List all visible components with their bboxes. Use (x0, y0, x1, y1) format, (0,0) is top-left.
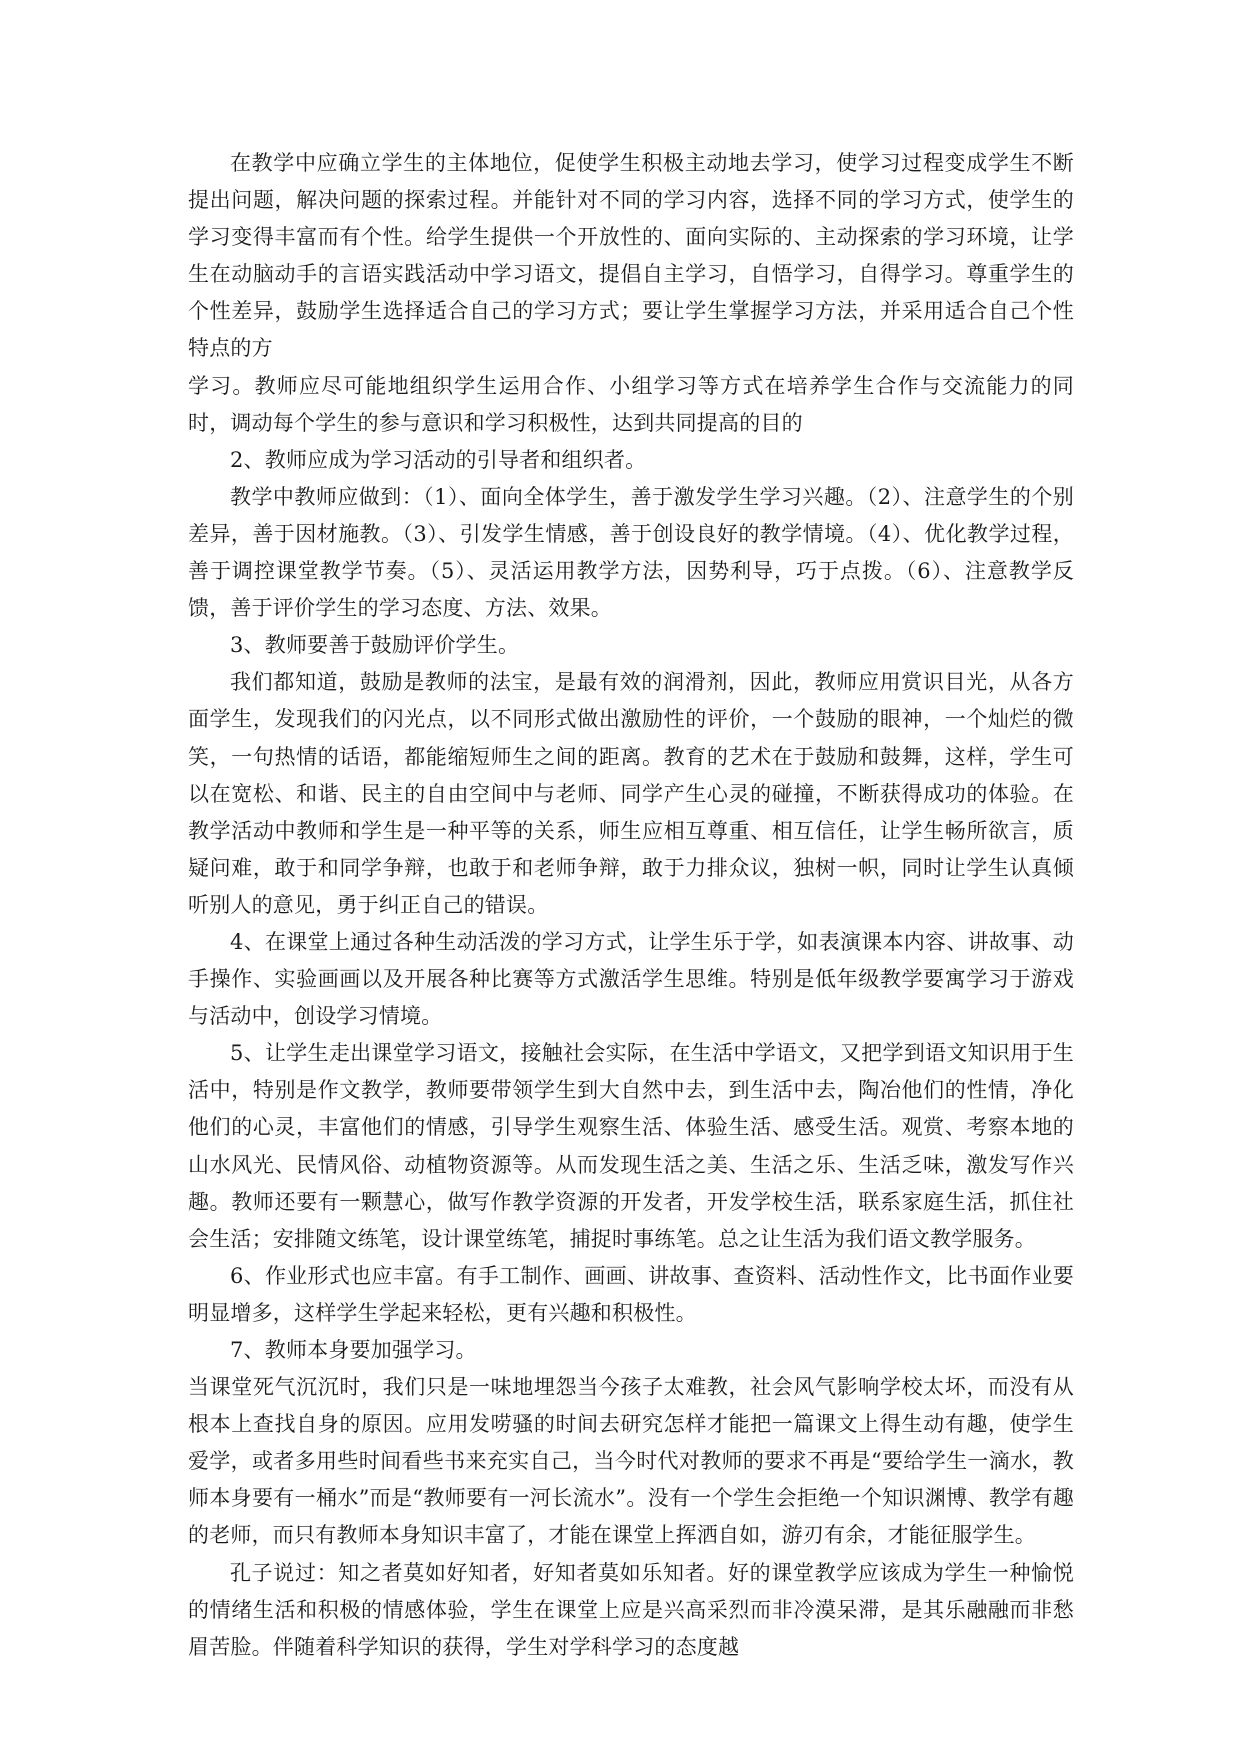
paragraph-lively-methods: 4、在课堂上通过各种生动活泼的学习方式，让学生乐于学，如表演课本内容、讲故事、动手操作、实验画画以及开展各种比赛等方式激活学生思维。特别是低年级教学要寓学习于游戏与活动中，创设学习情境。 (188, 929, 1074, 1029)
document-page (188, 145, 1074, 1666)
paragraph-encouragement: 我们都知道，鼓励是教师的法宝，是最有效的润滑剂，因此，教师应用赏识目光，从各方面学生，发现我们的闪光点，以不同形式做出激励性的评价，一个鼓励的眼神，一个灿烂的微笑，一句热情的话语，都能缩短师生之间的距离。教育的艺术在于鼓励和鼓舞，这样，学生可以在宽松、和谐、民主的自由空间中与老师、同学产生心灵的碰撞，不断获得成功的体验。在教学活动中教师和学生是一种平等的关系，师生应相互尊重、相互信任，让学生畅所欲言，质疑问难，敢于和同学争辩，也敢于和老师争辩，敢于力排众议，独树一帜，同时让学生认真倾听别人的意见，勇于纠正自己的错误。 (188, 670, 1074, 917)
heading-encourage-students: 3、教师要善于鼓励评价学生。 (230, 633, 520, 658)
paragraph-self-improvement: 当课堂死气沉沉时，我们只是一味地埋怨当今孩子太难教，社会风气影响学校太坏，而没有从根本上查找自身的原因。应用发唠骚的时间去研究怎样才能把一篇课文上得生动有趣，使学生爱学，或者多用些时间看些书来充实自己，当今时代对教师的要求不再是“要给学生一滴水，教师本身要有一桶水”而是“教师要有一河长流水”。没有一个学生会拒绝一个知识渊博、教学有趣的老师，而只有教师本身知识丰富了，才能在课堂上挥洒自如，游刃有余，才能征服学生。 (188, 1375, 1074, 1548)
paragraph-homework-forms: 6、作业形式也应丰富。有手工制作、画画、讲故事、查资料、活动性作文，比书面作业要明显增多，这样学生学起来轻松，更有兴趣和积极性。 (188, 1263, 1074, 1325)
paragraph-cooperative-learning: 学习。教师应尽可能地组织学生运用合作、小组学习等方式在培养学生合作与交流能力的同时，调动每个学生的参与意识和学习积极性，达到共同提高的目的 (188, 373, 1074, 435)
paragraph-confucius-quote: 孔子说过：知之者莫如好知者，好知者莫如乐知者。好的课堂教学应该成为学生一种愉悦的情绪生活和积极的情感体验，学生在课堂上应是兴高采烈而非冷漠呆滞，是其乐融融而非愁眉苦脸。伴随着科学知识的获得，学生对学科学习的态度越 (188, 1560, 1074, 1659)
paragraph-learning-in-life: 5、让学生走出课堂学习语文，接触社会实际，在生活中学语文，又把学到语文知识用于生活中，特别是作文教学，教师要带领学生到大自然中去，到生活中去，陶冶他们的性情，净化他们的心灵，丰富他们的情感，引导学生观察生活、体验生活、感受生活。观赏、考察本地的山水风光、民情风俗、动植物资源等。从而发现生活之美、生活之乐、生活乏味，激发写作兴趣。教师还要有一颗慧心，做写作教学资源的开发者，开发学校生活，联系家庭生活，抓住社会生活；安排随文练笔，设计课堂练笔，捕捉时事练笔。总之让生活为我们语文教学服务。 (188, 1041, 1074, 1251)
heading-teacher-learning: 7、教师本身要加强学习。 (230, 1338, 477, 1362)
paragraph-teacher-duties: 教学中教师应做到：（1）、面向全体学生，善于激发学生学习兴趣。（2）、注意学生的个别差异，善于因材施教。（3）、引发学生情感，善于创设良好的教学情境。（4）、优化教学过程，善于调控课堂教学节奏。（5）、灵活运用教学方法，因势利导，巧于点拨。（6）、注意教学反馈，善于评价学生的学习态度、方法、效果。 (188, 484, 1074, 621)
heading-teacher-guide: 2、教师应成为学习活动的引导者和组织者。 (230, 447, 647, 472)
paragraph-student-subject: 在教学中应确立学生的主体地位，促使学生积极主动地去学习，使学习过程变成学生不断提出问题，解决问题的探索过程。并能针对不同的学习内容，选择不同的学习方式，使学生的学习变得丰富而有个性。给学生提供一个开放性的、面向实际的、主动探索的学习环境，让学生在动脑动手的言语实践活动中学习语文，提倡自主学习，自悟学习，自得学习。尊重学生的个性差异，鼓励学生选择适合自己的学习方式；要让学生掌握学习方法，并采用适合自己个性特点的方 (188, 151, 1074, 361)
